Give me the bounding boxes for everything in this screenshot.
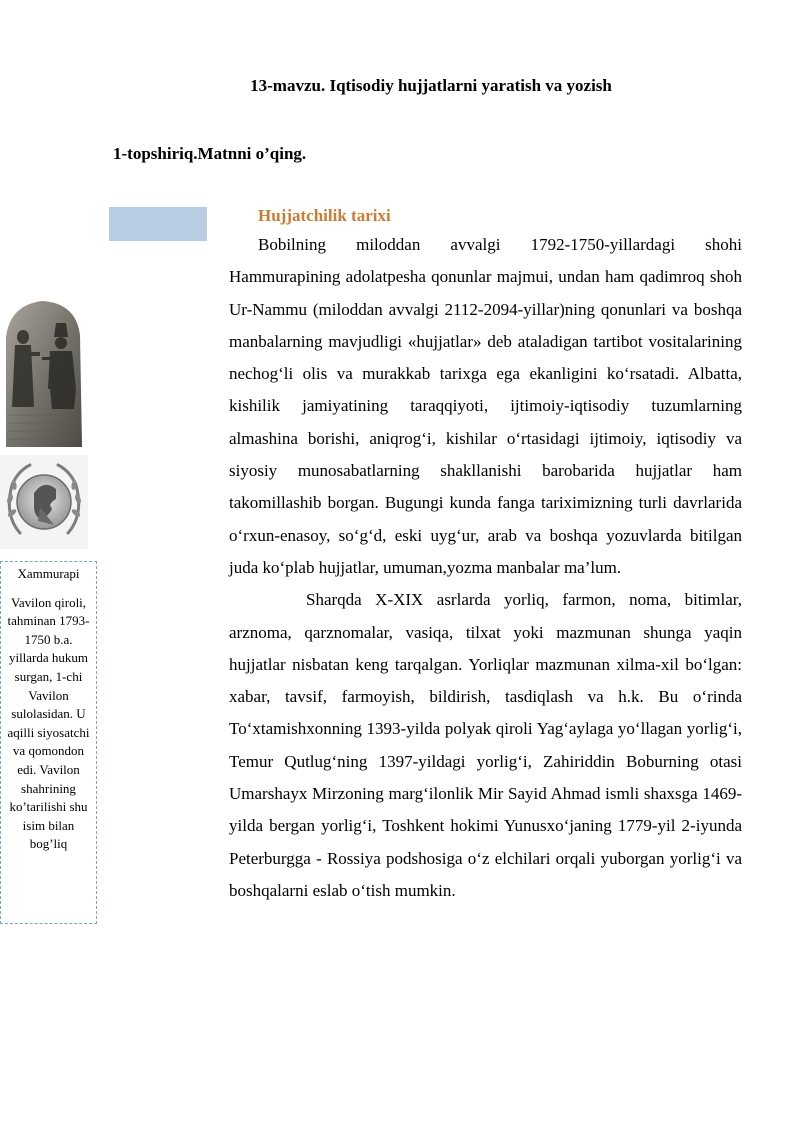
task-heading: 1-topshiriq.Matnni o’qing.	[113, 144, 307, 163]
caption-description: Vavilon qiroli, tahminan 1793-1750 b.a. yillarda hukum surgan, 1-chi Vavilon sulolasidan. U aqilli siyosatchi va qomondon edi. Vavilon shahrining ko’tarilishi shu isim bilan bog’liq	[7, 594, 90, 852]
image-caption: Xammurapi	[17, 566, 80, 581]
main-text	[229, 229, 742, 907]
paragraph-1: Bobilning miloddan avvalgi 1792-1750-yillardagi shohi Hammurapining adolatpesha qonunlar majmui, undan ham qadimroq shoh Ur-Nammu (miloddan avvalgi 2112-2094-yillar)ning qonunlari va boshqa manbalarning mavjudligi «hujjatlar» deb ataladigan tartibot vositalarining nechog‘li olis va murakkab tarixga ega ekanligini ko‘rsatadi. Albatta, kishilik jamiyatining taraqqiyoti, ijtimoiy-iqtisodiy tuzumlarning almashina borishi, aniqrog‘i, kishilar o‘rtasidagi ijtimoiy, iqtisodiy va siyosiy munosabatlarning shakllanishi barobarida hujjatlar ham takomillashib borgan. Bugungi kunda fanga tariximizning turli davrlarida o‘rxun-enasoy, so‘g‘d, eski uyg‘ur, arab va boshqa yozuvlarda bitilgan juda ko‘plab hujjatlar, umuman,yozma manbalar ma’lum.	[229, 235, 742, 577]
paragraph-2: Sharqda X-XIX asrlarda yorliq, farmon, noma, bitimlar, arznoma, qarznomalar, vasiqa, tilxat yoki mazmunan shunga yaqin hujjatlar nisbatan keng tarqalgan. Yorliqlar mazmunan xilma-xil bo‘lgan: xabar, tavsif, farmoyish, bildirish, tasdiqlash va h.k. Bu o‘rinda To‘xtamishxonning 1393-yilda polyak qiroli Yag‘aylaga yo‘llagan yorlig‘i, Temur Qutlug‘ning 1397-yildagi yorlig‘i, Zahiriddin Boburning otasi Umarshayx Mirzoning marg‘ilonlik Mir Sayid Ahmad ismli shaxsga 1469-yilda bergan yorlig‘i, Toshkent hokimi Yunusxo‘janing 1779-yil 2-iyunda Peterburgga - Rossiya podshosiga o‘z elchilari orqali yuborgan yorlig‘i va boshqalarni eslab o‘tish mumkin.	[229, 590, 742, 900]
hammurabi-stele-image	[0, 297, 85, 447]
section-heading: Hujjatchilik tarixi	[258, 206, 391, 225]
blue-highlight-box	[109, 207, 207, 241]
caption-sidebox	[0, 561, 97, 924]
page-title: 13-mavzu. Iqtisodiy hujjatlarni yaratish va yozish	[250, 76, 612, 95]
hammurabi-medallion-image	[0, 455, 88, 549]
